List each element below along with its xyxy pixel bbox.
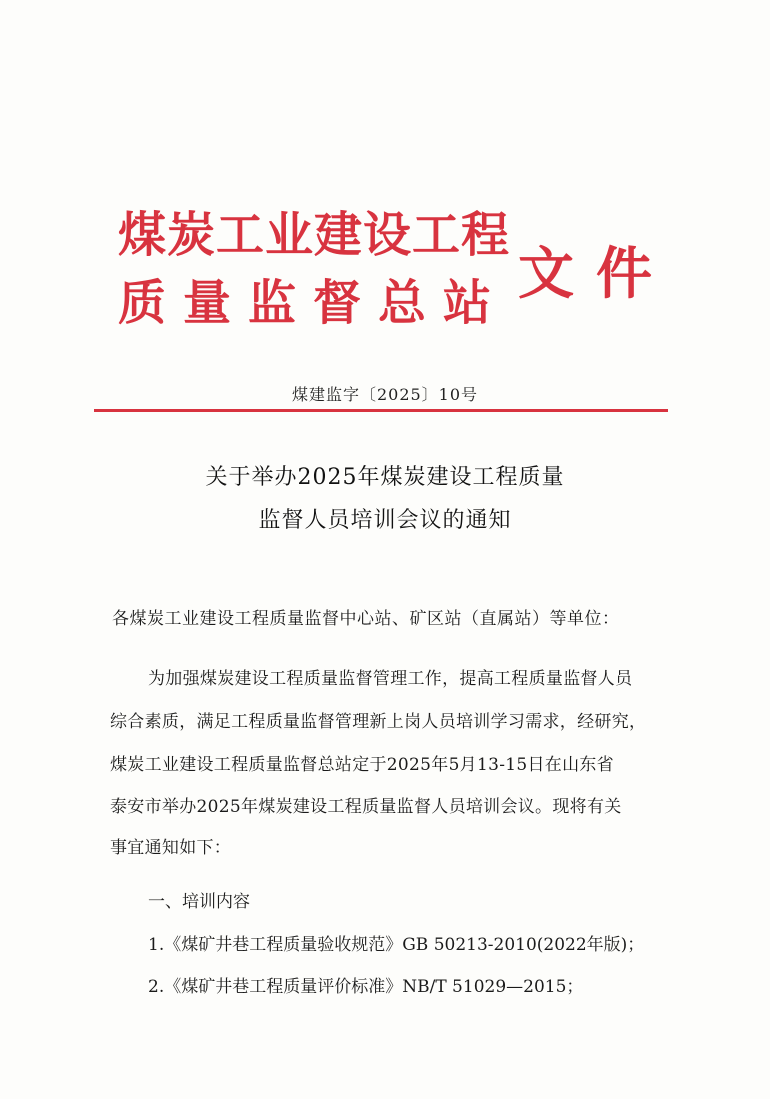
paragraph-line: 煤炭工业建设工程质量监督总站定于2025年5月13-15日在山东省 bbox=[110, 755, 614, 775]
list-item: 2.《煤矿井巷工程质量评价标准》NB/T 51029—2015； bbox=[148, 977, 584, 997]
document-title-line1: 关于举办2025年煤炭建设工程质量 bbox=[205, 465, 565, 490]
document-title-line2: 监督人员培训会议的通知 bbox=[258, 508, 512, 533]
masthead-org-line2: 质量监督总站 bbox=[118, 275, 509, 331]
section-heading: 一、培训内容 bbox=[148, 892, 250, 912]
paragraph-line: 泰安市举办2025年煤炭建设工程质量监督人员培训会议。现将有关 bbox=[110, 797, 622, 817]
paragraph-line: 综合素质，满足工程质量监督管理新上岗人员培训学习需求，经研究， bbox=[110, 712, 647, 732]
red-masthead bbox=[118, 196, 674, 331]
addressee-line: 各煤炭工业建设工程质量监督中心站、矿区站（直属站）等单位： bbox=[112, 609, 620, 629]
document-number: 煤建监字〔2025〕10号 bbox=[291, 385, 479, 404]
masthead-org-line1: 煤炭工业建设工程 bbox=[118, 207, 511, 263]
paragraph-line: 为加强煤炭建设工程质量监督管理工作，提高工程质量监督人员 bbox=[148, 669, 633, 689]
list-item: 1.《煤矿井巷工程质量验收规范》GB 50213-2010(2022年版)； bbox=[148, 935, 645, 955]
masthead-suffix: 文件 bbox=[518, 241, 674, 307]
red-divider-line bbox=[94, 409, 668, 412]
paragraph-line: 事宜通知如下： bbox=[110, 838, 232, 858]
